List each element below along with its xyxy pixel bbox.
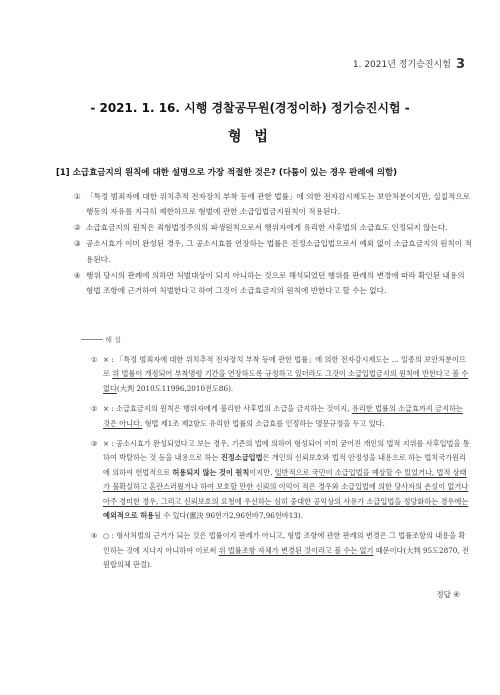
explanation-underline: 위 법률이 개정되어 부착명령 기간을 연장하도록 규정하고 있더라도 그것이 소급입법금지의 원칙에 반한다고 볼 수 없다 xyxy=(103,369,469,393)
choice-text: 공소시효가 이미 완성된 경우, 그 공소시효를 연장하는 법률은 진정소급입법으로서 예외 없이 소급효금지의 원칙이 적용된다. xyxy=(86,239,472,264)
explanation-3 xyxy=(91,437,471,523)
choice-3 xyxy=(74,236,474,267)
choice-number: ③ xyxy=(74,239,81,249)
choice-number: ④ xyxy=(74,270,81,280)
explanation-number: ④ xyxy=(91,531,98,541)
choice-number: ② xyxy=(74,223,81,233)
choice-1 xyxy=(74,189,474,220)
explanation-text: (大判 2010도11996,2010전도86). xyxy=(116,383,234,393)
explanation-2 xyxy=(91,402,471,431)
explanation-4 xyxy=(91,529,471,572)
explanation-label: 해 설 xyxy=(105,336,121,344)
explanation-number: ③ xyxy=(91,439,98,449)
explanation-text: 될 수 있다(憲決 96헌가2,96헌바7,96헌바13). xyxy=(154,511,303,521)
explanation-text: × : 소급효금지의 원칙은 행위자에게 불리한 사후법의 소급을 금지하는 것이지, xyxy=(103,404,352,414)
header-text: 1. 2021년 정기승진시험 xyxy=(352,60,451,70)
divider-line xyxy=(81,339,103,340)
explanation-number: ① xyxy=(91,355,98,364)
explanation-bold: 허용되지 않는 것이 원칙 xyxy=(172,467,250,477)
explanation-1 xyxy=(91,353,471,396)
page-header xyxy=(353,57,465,72)
explanation-text: 형법 제1조 제2항도 유리한 법률의 소급효를 인정하는 명문규정을 두고 있다. xyxy=(142,418,385,428)
choice-text: 소급효금지의 원칙은 죄형법정주의의 파생원칙으로서 행위자에게 유리한 사후법의 소급효도 인정되지 않는다. xyxy=(86,223,448,233)
choice-list xyxy=(74,189,474,299)
choice-number: ① xyxy=(74,192,81,201)
choice-text: 행위 당시의 판례에 의하면 처벌대상이 되지 아니하는 것으로 해석되었던 행위를 판례의 변경에 따라 확인된 내용의 형법 조항에 근거하여 처벌한다고 하여 그것이 소급효금지의 원칙에 반한다고 할 수는 없다. xyxy=(86,270,465,295)
explanation-text: 때문이다(大判 95도2870, 전원합의체 판결). xyxy=(103,545,469,570)
explanation-list xyxy=(91,353,471,579)
subject-title: 형 법 xyxy=(228,129,272,145)
page-number: 3 xyxy=(455,57,465,72)
exam-title: - 2021. 1. 16. 시행 경찰공무원(경정이하) 정기승진시험 - xyxy=(90,101,410,115)
choice-text: 「특정 범죄자에 대한 위치추적 전자장치 부착 등에 관한 법률」에 의한 전자감시제도는 보안처분이지만, 실질적으로 행동의 자유를 지극히 제한하므로 형벌에 관한 소급입법금지원칙이 적용된다. xyxy=(86,192,470,217)
explanation-text: 은 개인의 신뢰보호와 법적 안정성을 내용으로 하는 법치국가원리에 의하여 헌법적으로 xyxy=(103,453,466,477)
explanation-text: ○ : 형사처벌의 근거가 되는 것은 법률이지 판례가 아니고, 형법 조항에 관한 판례의 변경은 그 법률조항의 내용을 확인하는 것에 지나지 아니하여 이로써 xyxy=(103,531,466,555)
explanation-bold: 진정소급입법 xyxy=(220,453,263,463)
explanation-text: × : 「특정 범죄자에 대한 위치추적 전자장치 부착 등에 관한 법률」에 의한 전자감시제도는 … 일종의 보안처분이므로 xyxy=(103,355,466,379)
explanation-text: 이지만, xyxy=(249,467,275,477)
explanation-underline: 일반적으로 국민이 소급입법을 예상할 수 있었거나, 법적 상태가 불확실하고 혼란스러웠거나 하여 보호할 만한 신뢰의 이익이 적은 경우와 소급입법에 의한 당사자의 손실이 없거나 아주 경미한 경우, 그리고 신뢰보호의 요청에 우선하는 심히 중대한 공익상의 사유가 소급입법을 정당화하는 경우에는 xyxy=(103,467,469,506)
choice-2 xyxy=(74,220,474,235)
explanation-heading xyxy=(81,335,121,345)
answer-label: 정답 ④ xyxy=(436,590,460,599)
explanation-number: ② xyxy=(91,404,98,414)
explanation-underline: 유리한 법률의 소급효까지 금지하는 것은 아니다. xyxy=(103,404,463,428)
question-text: [1] 소급효금지의 원칙에 대한 설명으로 가장 적절한 것은? (다툼이 있는 경우 판례에 의함) xyxy=(56,168,398,178)
explanation-underline: 위 법률조항 자체가 변경된 것이라고 볼 수는 없기 xyxy=(218,545,374,555)
choice-4 xyxy=(74,268,474,299)
explanation-bold: 예외적으로 허용 xyxy=(103,511,155,521)
explanation-text: × : 공소시효가 완성되었다고 보는 경우, 기존의 법에 의하여 형성되어 이미 굳어진 개인의 법적 지위를 사후입법을 통하여 박탈하는 것 등을 내용으로 하는 xyxy=(103,439,470,463)
